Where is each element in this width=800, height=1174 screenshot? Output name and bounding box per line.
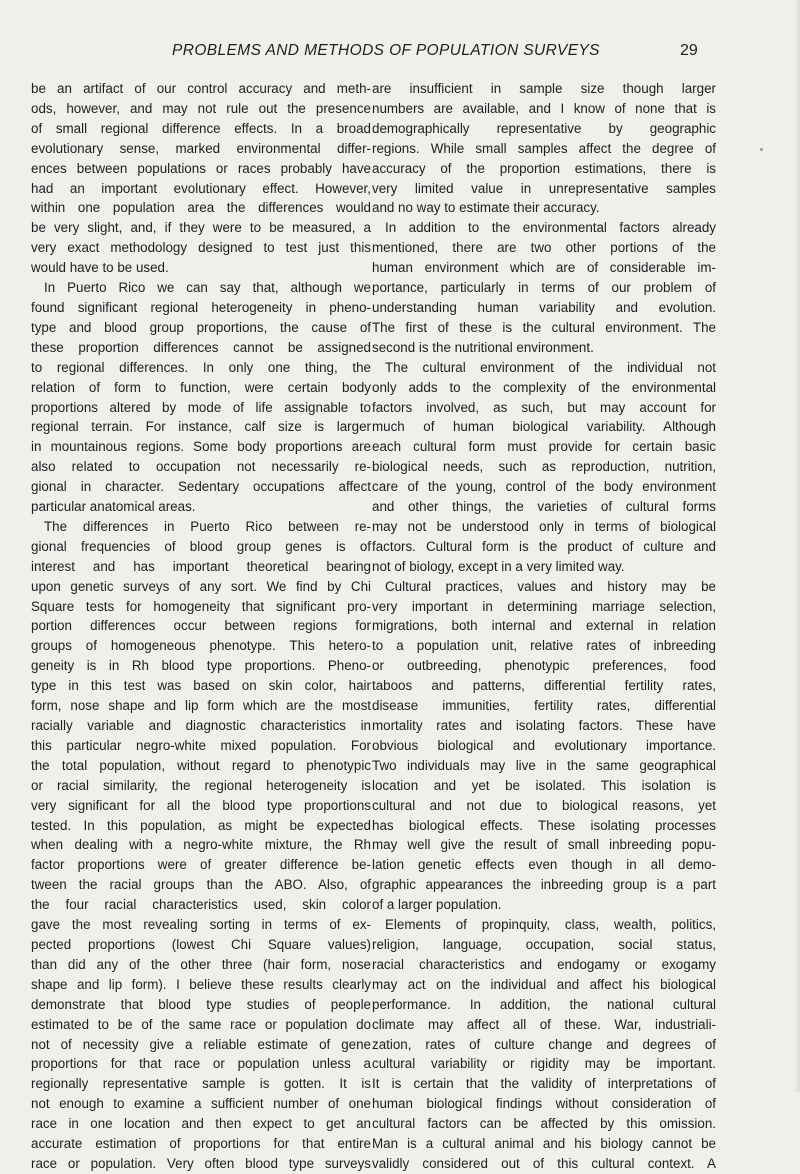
text-line: particular anatomical areas. <box>31 499 196 515</box>
text-line: mentioned, there are two other portions of the <box>372 240 716 256</box>
text-line: factors involved, as such, but may account for <box>372 399 716 415</box>
text-line: disease immunities, fertility rates, differential <box>372 698 716 714</box>
page-edge-shadow <box>794 0 800 1092</box>
text-line: cultural factors can be affected by this omission. <box>372 1116 716 1132</box>
text-line: migrations, both internal and external in relation <box>372 618 716 634</box>
text-line: factors. Cultural form is the product of culture and <box>372 538 716 554</box>
text-line: The cultural environment of the individual not <box>385 359 716 375</box>
text-line: each cultural form must provide for certain basic <box>372 439 716 455</box>
text-line: race or population. Very often blood type surveys <box>31 1155 371 1171</box>
text-line: accurate estimation of proportions for that entire <box>31 1136 371 1152</box>
text-line: demonstrate that blood type studies of people <box>31 996 371 1012</box>
text-line: The first of these is the cultural environment. The <box>372 319 716 335</box>
text-line: may well give the result of small inbreeding popu- <box>372 837 716 853</box>
text-line: proportions for that race or population unless a <box>31 1056 371 1072</box>
text-line: very limited value in unrepresentative samples <box>372 180 716 196</box>
text-line: numbers are available, and I know of none that is <box>372 100 716 116</box>
text-line: It is certain that the validity of interpretations of <box>372 1076 716 1092</box>
text-line: gave the most revealing sorting in terms of ex- <box>31 917 371 933</box>
text-line: relation of form to function, were certain body <box>31 379 371 395</box>
text-line: ods, however, and may not rule out the presence <box>31 100 371 116</box>
text-line: interest and has important theoretical bearing <box>31 558 371 574</box>
text-line: ences between populations or races probably have <box>31 160 371 176</box>
text-line: the four racial characteristics used, skin color <box>31 897 371 913</box>
text-line: and no way to estimate their accuracy. <box>372 200 600 216</box>
text-line: Two individuals may live in the same geographical <box>372 757 716 773</box>
text-line: geneity is in Rh blood type proportions. Pheno- <box>31 658 371 674</box>
right-text-column <box>372 79 716 1174</box>
text-line: also related to occupation not necessarily re- <box>31 459 371 475</box>
text-line: or racial similarity, the regional heterogeneity is <box>31 777 371 793</box>
text-line: cultural and not due to biological reasons, yet <box>372 797 716 813</box>
text-line: not enough to examine a sufficient number of one <box>31 1096 371 1112</box>
text-line: tested. In this population, as might be expected <box>31 817 371 833</box>
text-line: racially variable and diagnostic characteristics in <box>31 718 371 733</box>
text-line: tween the racial groups than the ABO. Also, of <box>31 877 371 893</box>
text-line: in mountainous regions. Some body proportions are <box>31 439 371 455</box>
text-line: lation genetic effects even though in all demo- <box>372 857 716 873</box>
text-line: very significant for all the blood type proportions <box>31 797 371 813</box>
text-line: race in one location and then expect to get an <box>31 1116 371 1132</box>
text-line: found significant regional heterogeneity in pheno- <box>31 299 371 315</box>
text-line: this particular negro-white mixed population. For <box>31 737 371 753</box>
text-line: than did any of the other three (hair form, nose <box>31 956 371 972</box>
text-line: validly considered out of this cultural context. A <box>372 1155 716 1171</box>
text-line: gional frequencies of blood group genes is of <box>31 538 371 554</box>
text-line: very exact methodology designed to test just this <box>31 240 371 256</box>
text-line: biological needs, such as reproduction, nutrition, <box>372 459 716 475</box>
text-line: portance, particularly in terms of our problem of <box>372 280 716 296</box>
text-line: Man is a cultural animal and his biology cannot be <box>372 1136 716 1152</box>
text-line: shape and lip form). I believe these results clearly <box>31 976 371 992</box>
text-line: only adds to the complexity of the environmental <box>372 379 716 395</box>
text-line: regions. While small samples affect the degree of <box>372 140 716 156</box>
text-line: The differences in Puerto Rico between re- <box>44 518 371 534</box>
text-line: religion, language, occupation, social status, <box>372 936 716 952</box>
text-line: evolutionary sense, marked environmental differ- <box>31 140 371 156</box>
text-line: type and blood group proportions, the cause of <box>31 319 371 335</box>
text-line: portion differences occur between regions for <box>31 618 371 634</box>
text-line: upon genetic surveys of any sort. We find by Chi <box>31 578 371 594</box>
page-number: 29 <box>680 42 698 59</box>
text-line: Square tests for homogeneity that significant pro- <box>31 598 371 614</box>
text-line: racial characteristics and endogamy or exogamy <box>372 956 716 972</box>
text-line: very important in determining marriage selection, <box>372 598 716 614</box>
text-line: location and yet be isolated. This isolation is <box>372 777 716 793</box>
running-head-title: PROBLEMS AND METHODS OF POPULATION SURVEYS <box>172 42 600 59</box>
text-line: gional in character. Sedentary occupations affect <box>31 479 371 495</box>
scan-speck <box>760 148 763 151</box>
text-line: type in this test was based on skin color, hair <box>31 678 371 694</box>
text-line: understanding human variability and evolution. <box>372 299 716 315</box>
text-line: has biological effects. These isolating processes <box>372 817 716 833</box>
text-line: or outbreeding, phenotypic preferences, food <box>372 658 716 674</box>
text-line: estimated to be of the same race or population do <box>31 1016 371 1032</box>
text-line: mortality rates and isolating factors. These have <box>372 718 716 733</box>
text-line: cultural variability or rigidity may be important. <box>372 1056 716 1072</box>
text-line: had an important evolutionary effect. However, <box>31 180 371 196</box>
text-line: of small regional difference effects. In a broad <box>31 120 371 136</box>
text-line: care of the young, control of the body environment <box>372 479 716 495</box>
text-line: performance. In addition, the national cultural <box>372 996 716 1012</box>
text-line: graphic appearances the inbreeding group is a part <box>372 877 716 893</box>
text-line: would have to be used. <box>31 260 169 276</box>
text-line: regional terrain. For instance, calf size is larger <box>31 419 371 435</box>
text-line: groups of homogeneous phenotype. This hetero- <box>31 638 371 654</box>
text-line: be an artifact of our control accuracy and meth- <box>31 81 371 96</box>
text-line: not of necessity give a reliable estimate of gene <box>31 1036 371 1052</box>
text-line: demographically representative by geographic <box>372 120 716 136</box>
text-line: pected proportions (lowest Chi Square values) <box>31 936 371 952</box>
text-line: be very slight, and, if they were to be measured, a <box>31 220 371 236</box>
text-line: when dealing with a negro-white mixture, the Rh <box>31 837 371 853</box>
text-line: Elements of propinquity, class, wealth, politics, <box>385 917 716 933</box>
text-line: zation, rates of culture change and degrees of <box>372 1036 716 1052</box>
text-line: and other things, the varieties of cultural forms <box>372 499 716 515</box>
text-line: form, nose shape and lip form which are the most <box>31 698 371 714</box>
text-line: of a larger population. <box>372 897 502 913</box>
text-line: human environment which are of considerable im- <box>372 260 716 276</box>
text-line: obvious biological and evolutionary importance. <box>372 737 716 753</box>
text-line: climate may affect all of these. War, industriali- <box>372 1016 716 1032</box>
text-line: proportions altered by mode of life assignable to <box>31 399 371 415</box>
text-line: second is the nutritional environment. <box>372 339 594 355</box>
text-line: may act on the individual and affect his biological <box>372 976 716 992</box>
text-line: the total population, without regard to phenotypic <box>31 757 371 773</box>
text-line: human biological findings without consideration of <box>372 1096 716 1112</box>
text-line: factor proportions were of greater difference be- <box>31 857 371 873</box>
text-line: may not be understood only in terms of biological <box>372 518 716 534</box>
text-line: not of biology, except in a very limited way. <box>372 558 625 574</box>
text-line: taboos and patterns, differential fertility rates, <box>372 678 716 694</box>
left-text-column <box>31 79 371 1174</box>
text-line: In Puerto Rico we can say that, although we <box>44 280 371 296</box>
text-line: accuracy of the proportion estimations, there is <box>372 160 716 176</box>
text-line: to a population unit, relative rates of inbreeding <box>372 638 716 654</box>
text-line: Cultural practices, values and history may be <box>385 578 716 594</box>
text-line: much of human biological variability. Although <box>372 419 716 435</box>
text-line: within one population area the differences would <box>31 200 371 216</box>
text-line: are insufficient in sample size though larger <box>372 81 716 96</box>
text-line: to regional differences. In only one thing, the <box>31 359 371 375</box>
text-line: these proportion differences cannot be assigned <box>31 339 371 355</box>
text-line: In addition to the environmental factors already <box>385 220 716 236</box>
text-line: regionally representative sample is gotten. It is <box>31 1076 371 1092</box>
